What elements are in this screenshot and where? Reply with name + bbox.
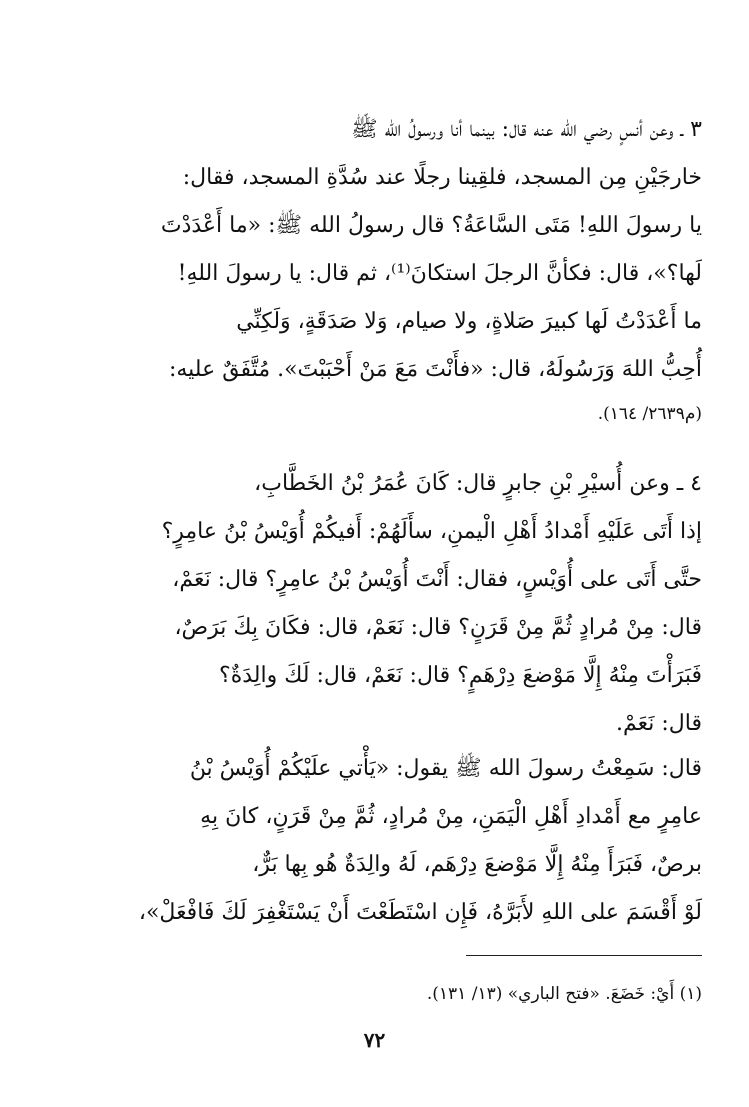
text-line: ما أَعْدَدْتُ لَها كبيرَ صَلاةٍ، ولا صيام، وَلا صَدَقَةٍ، وَلَكِنِّي bbox=[236, 309, 702, 334]
page-number: ٧٢ bbox=[363, 1028, 386, 1052]
text-line: حتَّى أَتَى على أُوَيْسٍ، فقال: أَنْتَ أُوَيْسُ بْنُ عامِرٍ؟ قال: نَعَمْ، bbox=[172, 567, 702, 592]
text-line: يا رسولَ اللهِ! مَتَى السَّاعَةُ؟ قال رسولُ الله ﷺ: «ما أَعْدَدْتَ bbox=[160, 213, 702, 238]
hadith-paragraph-4-continued bbox=[46, 745, 702, 937]
text-line: إذا أَتَى عَلَيْهِ أَمْدادُ أَهْلِ الْيمنِ، سأَلَهُمْ: أَفيكُمْ أُوَيْسُ بْنُ عامِرٍ؟ bbox=[161, 519, 702, 544]
hadith-paragraph-3 bbox=[46, 106, 702, 434]
text-line: عامِرٍ مع أَمْدادِ أَهْلِ الْيَمَنِ، مِنْ مُرادٍ، ثُمَّ مِنْ قَرَنٍ، كانَ بِهِ bbox=[200, 804, 702, 829]
text-line: لَها؟»، قال: فكأنَّ الرجلَ استكانَ⁽¹⁾، ثم قال: يا رسولَ اللهِ! bbox=[177, 261, 702, 286]
hadith-paragraph-4 bbox=[46, 460, 702, 748]
text-line: خارجَيْنِ مِن المسجد، فلقِينا رجلًا عند سُدَّةِ المسجد، فقال: bbox=[182, 165, 702, 190]
footnote-divider bbox=[466, 955, 702, 956]
text-line: فَبَرَأْتَ مِنْهُ إِلَّا مَوْضعَ دِرْهَمٍ؟ قال: نَعَمْ، قال: لَكَ والِدَةٌ؟ bbox=[219, 663, 702, 688]
text-line: ٤ ـ وعن أُسيْرِ بْنِ جابرٍ قال: كَانَ عُمَرُ بْنُ الخَطَّابِ، bbox=[254, 471, 702, 496]
footnote: (١) أَيْ: خَضَعَ. «فتح الباري» (١٣/ ١٣١). bbox=[426, 984, 702, 1004]
text-line: قال: مِنْ مُرادٍ ثُمَّ مِنْ قَرَنٍ؟ قال: نَعَمْ، قال: فكَانَ بِكَ بَرَصٌ، bbox=[174, 615, 702, 640]
text-line: برصٌ، فَبَرَأَ مِنْهُ إِلَّا مَوْضعَ دِرْهَم، لَهُ والِدَةٌ هُو بِها بَرٌّ، bbox=[252, 852, 702, 877]
text-line: لَوْ أَقْسَمَ على اللهِ لأَبَرَّهُ، فَإِن اسْتَطَعْتَ أَنْ يَسْتَغْفِرَ لَكَ فَافْعَلْ»، bbox=[138, 900, 702, 925]
citation-line: (م٢٦٣٩/ ١٦٤). bbox=[597, 404, 702, 424]
text-line: ٣ ـ وعن أنسٍ رضي الله عنه قال: بينما أنا ورسولُ الله ﷺ bbox=[351, 117, 702, 142]
text-line: أُحِبُّ اللهَ وَرَسُولَهُ، قال: «فأَنْتَ مَعَ مَنْ أَحْبَبْتَ». مُتَّفَقٌ عليه: bbox=[168, 357, 702, 382]
text-line: قال: نَعَمْ. bbox=[616, 711, 702, 736]
text-line: قال: سَمِعْتُ رسولَ الله ﷺ يقول: «يَأْتي علَيْكُمْ أُوَيْسُ بْنُ bbox=[189, 756, 702, 781]
